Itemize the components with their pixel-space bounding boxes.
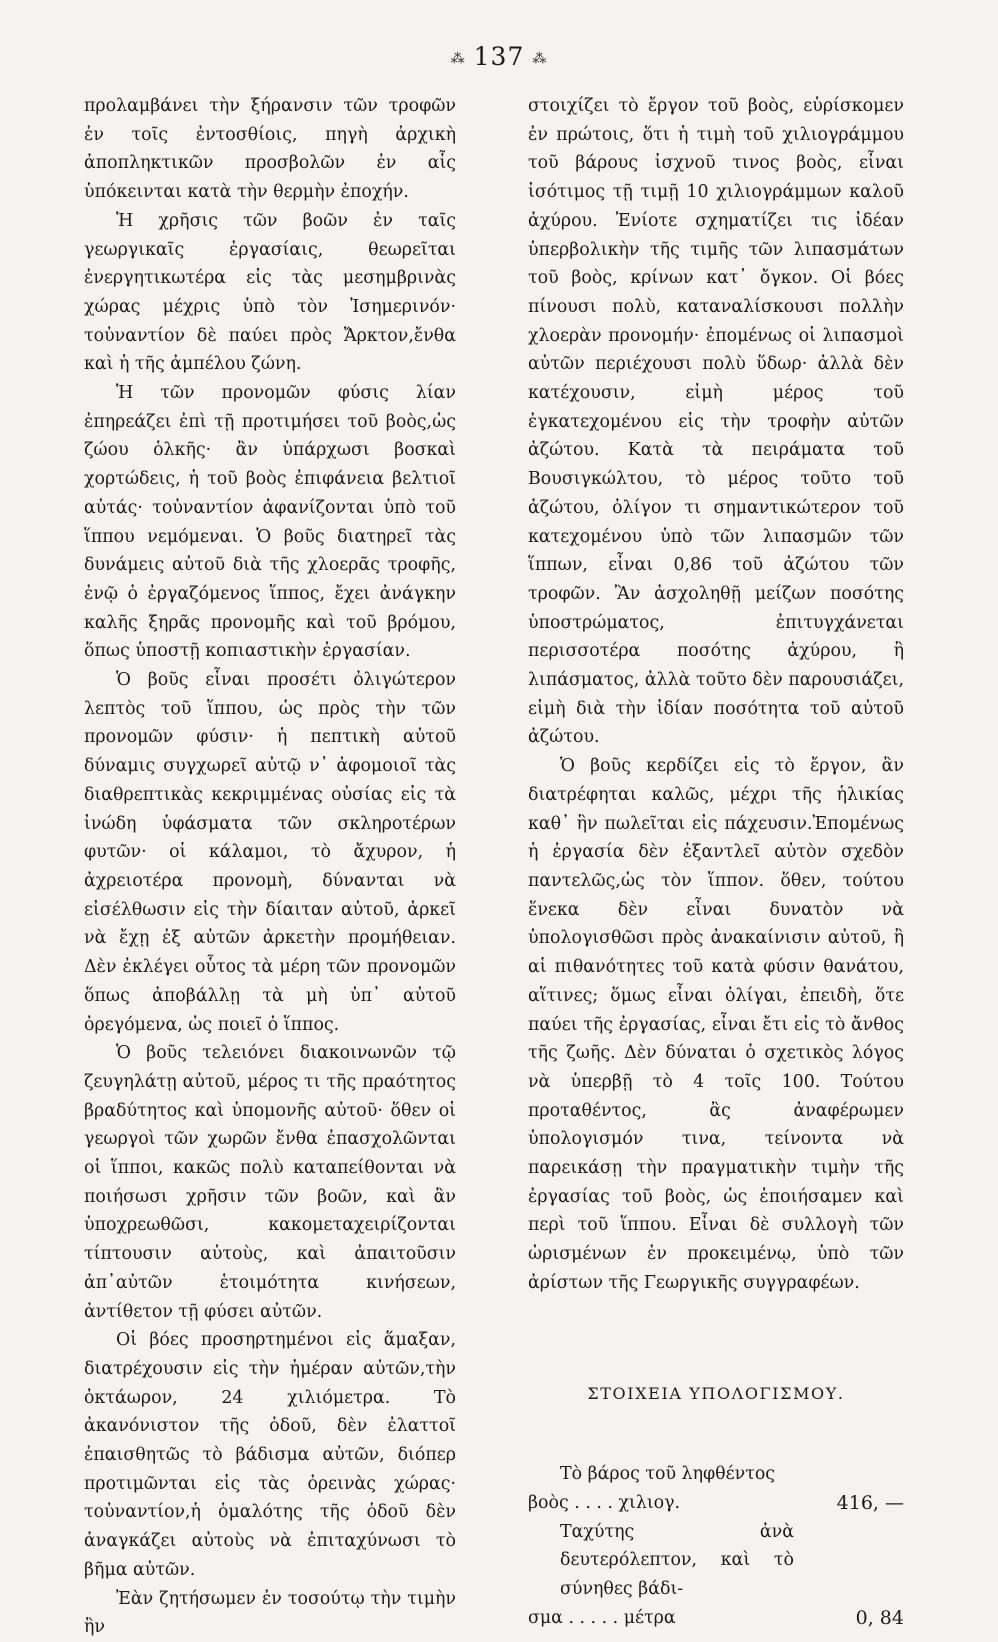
page-number: 137 bbox=[473, 42, 525, 71]
calc-label: Τὸ βάρος τοῦ ληφθέντος bbox=[560, 1464, 776, 1485]
right-column bbox=[528, 92, 904, 1632]
paragraph: Ὁ βοῦς κερδίζει εἰς τὸ ἔργον, ἂν διατρέφηται καλῶς, μέχρι τῆς ἡλικίας καθ᾽ ἣν πωλεῖται εἰς πάχευσιν.Ἐπομένως ἡ ἐργασία δὲν ἐξαντλεῖ αὐτὸν σχεδὸν παντελῶς,ὡς τὸν ἵππον. ὅθεν, τούτου ἕνεκα δὲν εἶναι δυνατὸν νὰ ὑπολογισθῶσι πρὸς ἀνακαίνισιν αὐτοῦ, ἢ αἱ πιθανότητες τοῦ κατὰ φύσιν θανάτου, αἵτινες; ὅμως εἶναι ὀλίγαι, ἐπειδὴ, ὅτε παύει τῆς ἐργασίας, εἶναι ἔτι εἰς τὸ ἄνθος τῆς ζωῆς. Δὲν δύναται ὁ σχετικὸς λόγος νὰ ὑπερβῇ τὸ 4 τοῖς 100. Τούτου προταθέντος, ἂς ἀναφέρωμεν ὑπολογισμόν τινα, τείνοντα νὰ παρεικάσῃ τὴν πραγματικὴν τιμὴν τῆς ἐργασίας τοῦ βοὸς, ὡς ἐποιήσαμεν καὶ περὶ τοῦ ἵππου. Εἶναι δὲ συλλογὴ τῶν ὡρισμένων ἐν προκειμένῳ, ὑπὸ τῶν ἀρίστων τῆς Γεωργικῆς συγγραφέων. bbox=[528, 756, 904, 1293]
page-header bbox=[0, 42, 998, 71]
left-column bbox=[84, 92, 456, 1642]
ornament-left: ⁂ bbox=[450, 50, 466, 67]
paragraph: Ἐὰν ζητήσωμεν ἐν τοσούτῳ τὴν τιμὴν ἣν bbox=[84, 1588, 456, 1638]
calc-label-last: βοὸς . . . . χιλιογ. bbox=[528, 1492, 681, 1513]
paragraph: προλαμβάνει τὴν ξήρανσιν τῶν τροφῶν ἐν τοῖς ἐντοσθίοις, πηγὴ ἀρχικὴ ἀποπληκτικῶν προσβολῶν ἐν αἷς ὑπόκεινται κατὰ τὴν θερμὴν ἐποχήν. bbox=[84, 96, 456, 203]
paragraph: Οἱ βόες προσηρτημένοι εἰς ἅμαξαν, διατρέχουσιν εἰς τὴν ἡμέραν αὐτῶν,τὴν ὀκτάωρον, 24 χιλιόμετρα. Τὸ ἀκανόνιστον τῆς ὁδοῦ, δὲν ἐλαττοῖ ἐπαισθητῶς τὸ βάδισμα αὐτῶν, διόπερ προτιμῶνται εἰς τὰς ὀρεινὰς χώρας· τοὐναντίον,ἡ ὁμαλότης τῆς ὁδοῦ δὲν ἀναγκάζει αὐτοὺς νὰ ἐπιταχύνωσι τὸ βῆμα αὐτῶν. bbox=[84, 1330, 456, 1580]
paragraph: Ὁ βοῦς εἶναι προσέτι ὀλιγώτερον λεπτὸς τοῦ ἵππου, ὡς πρὸς τὴν τῶν προνομῶν φύσιν· ἡ πεπτικὴ αὐτοῦ δύναμις συγχωρεῖ αὐτῷ ν᾽ ἀφομοιοῖ τὰς διαθρεπτικὰς κεκριμμένας οὐσίας εἰς τὰ ἰνώδη ὑφάσματα τῶν σκληροτέρων φυτῶν· οἱ κάλαμοι, τὸ ἄχυρον, ἡ ἀχρειοτέρα προνομὴ, δύνανται νὰ εἰσέλθωσιν εἰς τὴν δίαιταν αὐτοῦ, ἀρκεῖ νὰ ἔχῃ ἐξ αὐτῶν ἀρκετὴν προμήθειαν. Δὲν ἐκλέγει οὗτος τὰ μέρη τῶν προνομῶν ὅπως ἀποβάλλῃ τὰ μὴ ὑπ᾽ αὐτοῦ ὀρεγόμενα, ὡς ποιεῖ ὁ ἵππος. bbox=[84, 670, 456, 1035]
calc-row-speed bbox=[528, 1518, 904, 1633]
ornament-right: ⁂ bbox=[532, 50, 548, 67]
calc-value: 0, 84 bbox=[855, 1606, 904, 1629]
paragraph: Ὁ βοῦς τελειόνει διακοινωνῶν τῷ ζευγηλάτῃ αὐτοῦ, μέρος τι τῆς πραότητος βραδύτητος καὶ ὑπομονῆς αὐτοῦ· ὅθεν οἱ γεωργοὶ τῶν χωρῶν ἔνθα ἐπασχολῶνται οἱ ἵπποι, κακῶς πολὺ καταπείθονται νὰ ποιήσωσι χρῆσιν τῶν βοῶν, καὶ ἂν ὑποχρεωθῶσι, κακομεταχειρίζονται τίπτουσιν αὐτοὺς, καὶ ἀπαιτοῦσιν ἀπ᾽αὐτῶν ἑτοιμότητα κινήσεων, ἀντίθετον τῇ φύσει αὐτῶν. bbox=[84, 1043, 456, 1322]
section-title: ΣΤΟΙΧΕΙΑ ΥΠΟΛΟΓΙΣΜΟΥ. bbox=[587, 1383, 845, 1403]
calc-label-last: σμα . . . . . μέτρα bbox=[528, 1607, 676, 1628]
paragraph: Ἡ χρῆσις τῶν βοῶν ἐν ταῖς γεωργικαῖς ἐργασίαις, θεωρεῖται ἐνεργητικωτέρα εἰς τὰς μεσημβρινὰς χώρας μέχρις ὑπὸ τὸν Ἰσημερινόν· τοὐναντίον δὲ παύει πρὸς Ἄρκτον,ἔνθα καὶ ἡ τῆς ἀμπέλου ζώνη. bbox=[84, 210, 456, 375]
paragraph: στοιχίζει τὸ ἔργον τοῦ βοὸς, εὑρίσκομεν ἐν πρώτοις, ὅτι ἡ τιμὴ τοῦ χιλιογράμμου τοῦ βάρους ἰσχνοῦ τινος βοὸς, εἶναι ἰσότιμος τῇ τιμῇ 10 χιλιογράμμων καλοῦ ἀχύρου. Ἐνίοτε σχηματίζει τις ἰδέαν ὑπερβολικὴν τῆς τιμῆς τῶν λιπασμάτων τοῦ βοὸς, κρίνων κατ᾽ ὄγκον. Οἱ βόες πίνουσι πολὺ, καταναλίσκουσι πολλὴν χλοερὰν προνομήν· ἐπομένως οἱ λιπασμοὶ αὐτῶν περιέχουσι πολὺ ὕδωρ· ἀλλὰ δὲν κατέχουσιν, εἰμὴ μέρος τοῦ ἐγκατεχομένου εἰς τὴν τροφὴν αὐτῶν ἀζώτου. Κατὰ τὰ πειράματα τοῦ Βουσιγκώλτου, τὸ μέρος τοῦτο τοῦ ἀζώτου, ὀλίγον τι σημαντικώτερον τοῦ κατεχομένου ὑπὸ τῶν λιπασμῶν τῶν ἵππων, εἶναι 0,86 τοῦ ἀζώτου τῶν τροφῶν. Ἂν ἀσχοληθῇ μείζων ποσότης ὑποστρώματος, ἐπιτυγχάνεται περισσοτέρα ποσότης ἀχύρου, ἢ λιπάσματος, ἀλλὰ τοῦτο δὲν παρουσιάζει, εἰμὴ διὰ τὴν ἰδίαν ποσότητα τοῦ αὐτοῦ ἀζώτου. bbox=[528, 96, 904, 748]
calc-value: 416, — bbox=[836, 1491, 904, 1514]
paragraph: Ἡ τῶν προνομῶν φύσις λίαν ἐπηρεάζει ἐπὶ τῇ προτιμήσει τοῦ βοὸς,ὡς ζώου ὁλκῆς· ἂν ὑπάρχωσι βοσκαὶ χορτώδεις, ἡ τοῦ βοὸς ἐπιφάνεια βελτιοῖ αὐτάς· τοὐναντίον ἀφανίζονται ὑπὸ τοῦ ἵππου νεμόμεναι. Ὁ βοῦς διατηρεῖ τὰς δυνάμεις αὐτοῦ διὰ τῆς χλοερᾶς τροφῆς, ἐνῷ ὁ ἐργαζόμενος ἵππος, ἔχει ἀνάγκην καλῆς ξηρᾶς προνομῆς καὶ τοῦ βρόμου, ὅπως ὑποστῇ κοπιαστικὴν ἐργασίαν. bbox=[84, 383, 456, 662]
calc-label: Ταχύτης ἀνὰ δευτερόλεπτον, καὶ τὸ σύνηθες βάδι- bbox=[560, 1521, 794, 1600]
calc-row-weight bbox=[528, 1460, 904, 1517]
